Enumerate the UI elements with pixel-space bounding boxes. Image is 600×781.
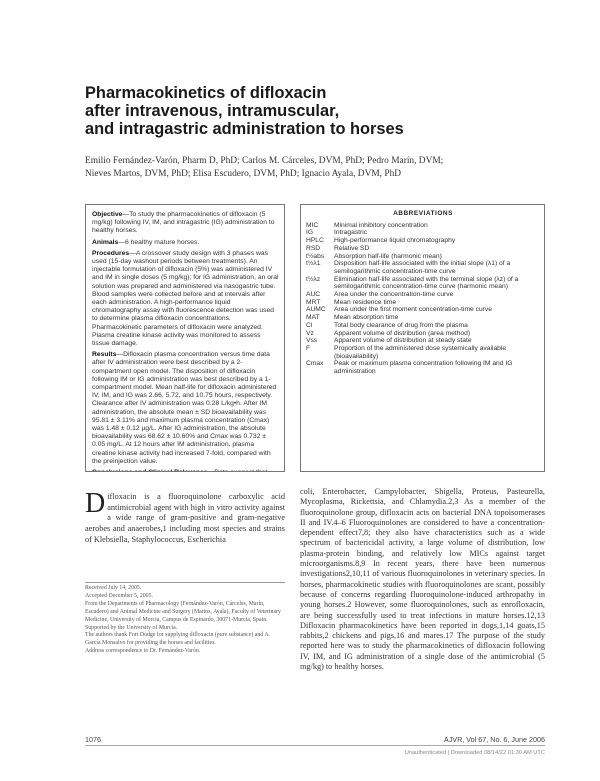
abbreviation-term: AUC — [306, 291, 321, 299]
abbreviation-term: Cmax — [306, 360, 324, 368]
title-line: Pharmacokinetics of difloxacin — [85, 84, 327, 102]
author-list — [85, 155, 545, 181]
footnote-divider — [85, 582, 285, 583]
abbreviation-definition: Area under the first moment concentration-time curve — [334, 306, 492, 314]
animals-label: Animals — [92, 238, 119, 246]
note-line: Received July 14, 2005. — [85, 585, 142, 591]
abstract-box — [85, 204, 285, 472]
article-title — [85, 84, 545, 138]
abbreviations-box — [300, 204, 545, 472]
abbreviation-definition: Total body clearance of drug from the plasma — [334, 321, 468, 329]
abbreviation-term: RSD — [306, 244, 321, 252]
abbreviation-definition: High-performance liquid chromatography — [334, 237, 456, 245]
abbreviation-term: F — [306, 344, 311, 352]
conclusions-label — [92, 469, 208, 472]
abbreviation-row — [306, 237, 540, 245]
abbreviation-definition: Elimination half-life associated with the terminal slope (λz) of a semilogarithmic concentration-time curve (harmonic mean) — [334, 275, 519, 291]
abbreviation-row — [306, 291, 540, 299]
abbreviation-definition: Peak or maximum plasma concentration following IM and IG administration — [334, 360, 513, 376]
title-line: and intragastric administration to horses — [85, 120, 404, 138]
objective-label: Objective — [92, 211, 123, 218]
abbreviation-row — [306, 299, 540, 307]
intro-paragraph-left — [85, 488, 285, 546]
title-line: after intravenous, intramuscular, — [85, 102, 340, 120]
abbreviation-definition: Intragastric — [334, 229, 368, 237]
author-line: Nieves Martos, DVM, PhD; Elisa Escudero, DVM, PhD; Ignacio Ayala, DVM, PhD — [85, 169, 402, 179]
drop-cap: D — [85, 488, 106, 519]
abbreviation-definition: Mean residence time — [334, 298, 397, 306]
results-label: Results — [92, 351, 117, 359]
note-line: Accepted December 5, 2005. — [85, 592, 153, 599]
abbreviation-row — [306, 322, 540, 330]
abbreviation-row — [306, 229, 540, 237]
abbreviation-row — [306, 314, 540, 322]
abstract-animals — [92, 239, 279, 247]
abbreviation-row — [306, 222, 540, 230]
abbreviation-term: Cl — [306, 321, 313, 329]
abbreviation-row — [306, 245, 540, 253]
abbreviation-row — [306, 337, 540, 345]
page-number: 1076 — [85, 735, 101, 744]
results-text: —Difloxacin plasma concentration versus time data after IV administration were best described by a 2-compartment open model. The disposition of difloxacin following IM or IG administration was best described by a 1-compartment model. Mean half-life for difloxacin administered IV, IM, and IG was 2.66, 5.72, and 10.75 hours, respectively. Clearance after IV administration was 0.28 L/kg•h. After IM administration, the absolute mean ± SD bioavailability was 95.81 ± 3.11% and maximum plasma concentration (Cmax) was 1.48 ± 0.12 µg/L. After IG administration, the absolute bioavailability was 68.62 ± 10.60% and Cmax was 0.732 ± 0.05 mg/L. At 12 hours after IM administration, plasma creatine kinase activity had increased 7-fold, compared with the preinjection value. — [92, 351, 277, 465]
abbreviation-term: HPLC — [306, 237, 324, 245]
abbreviation-definition: Minimal inhibitory concentration — [334, 221, 428, 229]
abbreviation-term: MAT — [306, 314, 320, 322]
abbreviations-heading: ABBREVIATIONS — [393, 210, 453, 217]
abstract-procedures — [92, 250, 279, 348]
article-notes — [85, 585, 285, 656]
note-line: From the Departments of Pharmacology (Fernández-Varón, Cárceles, Marín, Escudero) and Animal Medicine and Surgery (Martos, Ayala), Faculty of Veterinary Medicine, University of Murcia, Campus de Espinardo, 30071-Murcia, Spain. — [85, 600, 281, 623]
intro-paragraph-right: coli, Enterobacter, Campylobacter, Shigella, Proteus, Pasteurella, Mycoplasma, Rickettsia, and Chlamydia.2,3 As a member of the fluoroquinolone group, difloxacin acts on bacterial DNA topoisomerases II and IV.4–6 Fluoroquinolones are considered to have a concentration-dependent effect7,8; they also have characteristics such as a wide spectrum of bactericidal activity, a large volume of distribution, low plasma-protein binding, and relatively low MICs against target microorganisms.8,9 In recent years, there have been numerous investigations2,10,11 of various fluoroquinolones in veterinary species. In horses, pharmacokinetic studies with fluoroquinolones are scant, possibly because of concerns regarding fluoroquinolone-induced arthropathy in young horses.2 However, some fluoroquinolones, such as enrofloxacin, are being successfully used to treat infections in mature horses.12,13 Difloxacin pharmacokinetics have been reported in dogs,1,14 goats,15 rabbits,2 chickens and pigs,16 and mares.17 The purpose of the study reported here was to study the pharmacokinetics of difloxacin following IV, IM, and IG administration of a single dose of the antimicrobial (5 mg/kg) to healthy horses. — [300, 487, 545, 672]
abstract-results — [92, 351, 279, 466]
abbreviation-term: t½λ1 — [306, 260, 321, 268]
abbreviation-definition: Disposition half-life associated with the initial slope (λ1) of a semilogarithmic concentration-time curve — [334, 260, 511, 275]
abbreviation-definition: Relative SD — [334, 244, 370, 252]
abbreviation-definition: Mean absorption time — [334, 314, 399, 322]
procedures-label: Procedures — [92, 249, 130, 257]
abbreviation-row — [306, 260, 540, 275]
abbreviation-term: Vz — [306, 329, 314, 337]
abbreviation-term: MIC — [306, 221, 319, 229]
abbreviation-row — [306, 360, 540, 375]
animals-text: —6 healthy mature horses. — [118, 238, 200, 246]
abbreviation-term: MRT — [306, 298, 321, 306]
abbreviation-term: IG — [306, 229, 314, 237]
note-line: Address correspondence to Dr. Fernández-Varón. — [85, 648, 201, 655]
abbreviation-row — [306, 345, 540, 360]
download-watermark: Unauthenticated | Downloaded 08/14/22 01:30 AM UTC — [404, 750, 545, 756]
author-line: Emilio Fernández-Varón, Pharm D, PhD; Carlos M. Cárceles, DVM, PhD; Pedro Marín, DVM; — [85, 156, 444, 166]
footer-divider — [85, 745, 545, 746]
abbreviation-row — [306, 330, 540, 338]
objective-text: —To study the pharmacokinetics of difloxacin (5 mg/kg) following IV, IM, and intragastric (IG) administration to healthy horses. — [92, 211, 275, 235]
abbreviation-definition: Apparent volume of distribution (area method) — [334, 329, 471, 337]
abbreviation-term: t½abs — [306, 252, 325, 260]
abbreviation-definition: Absorption half-life (harmonic mean) — [334, 252, 442, 260]
procedures-text: —A crossover study design with 3 phases was used (15-day washout periods between treatments). An injectable formulation of difloxacin (5%) was administered IV and IM in single doses (5 mg/kg); for IG administration, an oral solution was prepared and administered via nasogastric tube. Blood samples were collected before and at intervals after each administration. A high-performance liquid chromatography assay with fluorescence detection was used to determine plasma difloxacin concentrations. Pharmacokinetic parameters of difloxacin were analyzed. Plasma creatine kinase activity was monitored to assess tissue damage. — [92, 249, 279, 348]
intro-left-text: ifloxacin is a fluoroquinolone carboxylic acid antimicrobial agent with high in vitro activity against a wide range of gram-positive and gram-negative aerobes and anaerobes,1 including most species and strains of Klebsiella, Staphylococcus, Escherichia — [85, 492, 285, 544]
abbreviation-row — [306, 276, 540, 291]
abbreviation-definition: Area under the concentration-time curve — [334, 291, 454, 299]
note-line: The authors thank Fort Dodge for supplying difloxacin (pure substance) and A. García Monsalvo for providing the horses and facilities. — [85, 632, 271, 647]
abstract-conclusions — [92, 469, 279, 472]
abstract-objective — [92, 211, 279, 236]
journal-citation: AJVR, Vol 67, No. 6, June 2006 — [443, 735, 545, 744]
abbreviation-term: t½λz — [306, 275, 321, 283]
note-line: Supported by the University of Murcia. — [85, 624, 178, 631]
abbreviation-row — [306, 306, 540, 314]
abbreviation-definition: Apparent volume of distribution at steady state — [334, 337, 472, 345]
abbreviation-term: Vss — [306, 337, 318, 345]
abbreviation-term: AUMC — [306, 306, 326, 314]
abbreviation-row — [306, 253, 540, 261]
abbreviation-definition: Proportion of the administered dose systemically available (bioavailability) — [334, 344, 507, 360]
